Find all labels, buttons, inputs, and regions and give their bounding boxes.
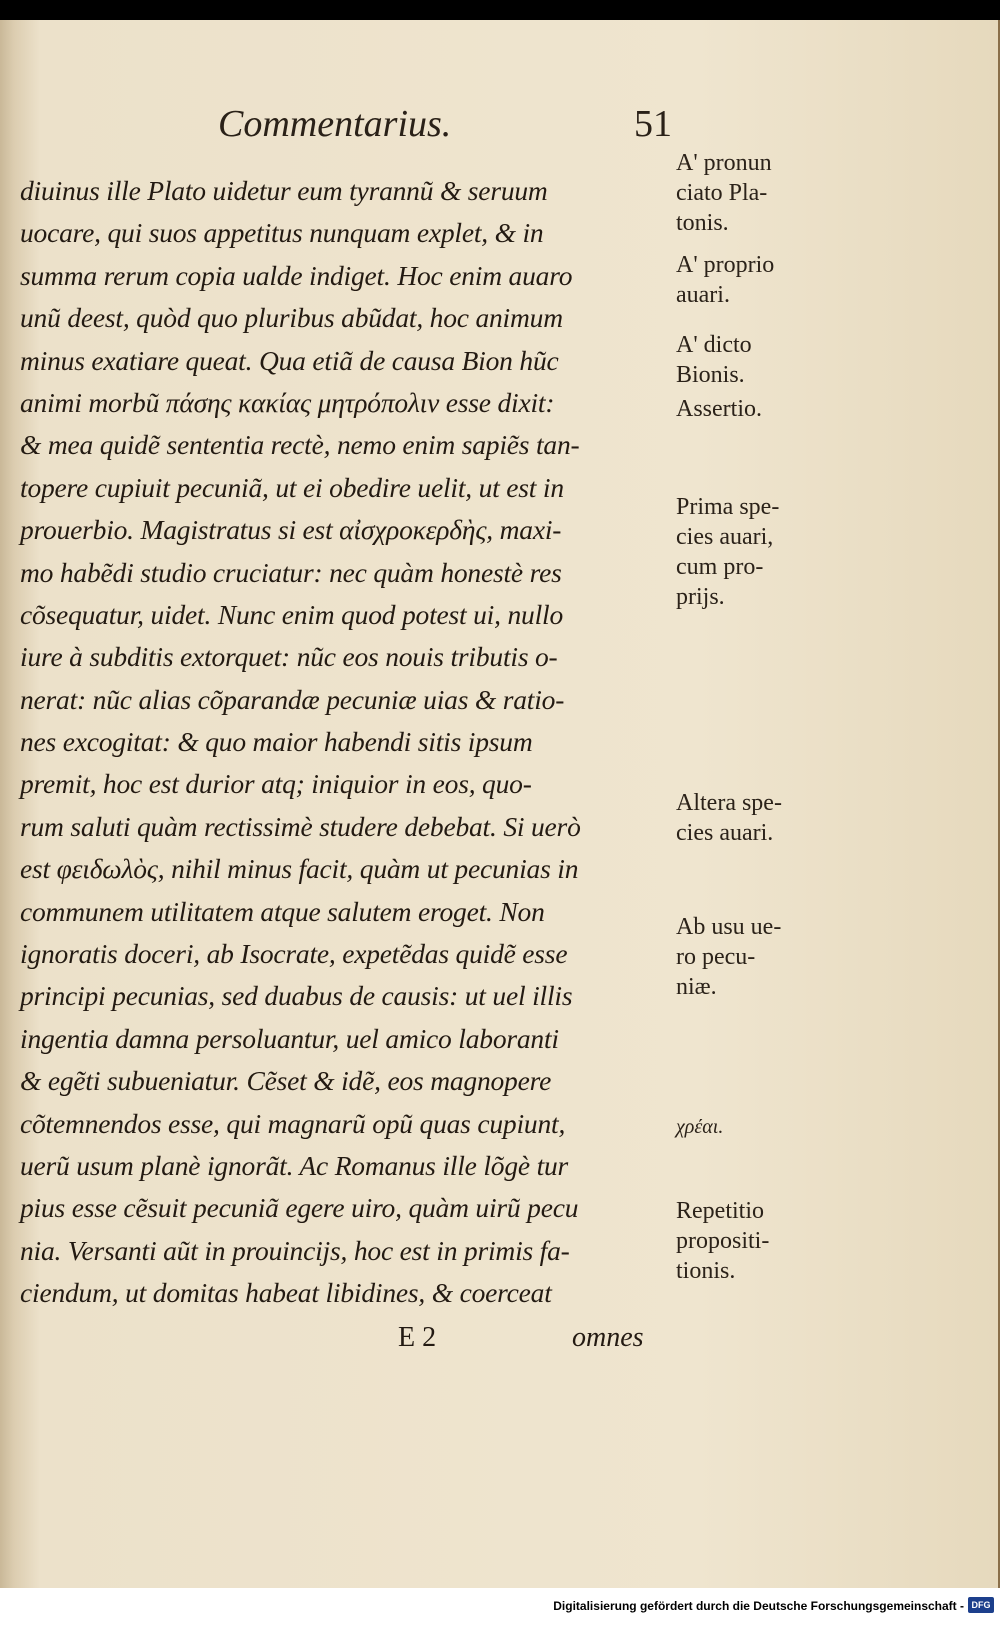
text-line: & mea quidẽ sententia rectè, nemo enim sapiẽs tan- [20, 429, 580, 461]
text-line: cõtemnendos esse, qui magnarũ opũ quas cupiunt, [20, 1107, 566, 1139]
text-line: prouerbio. Magistratus si est αἰσχροκερδὴς, maxi- [20, 514, 562, 546]
footer-credit: Digitalisierung gefördert durch die Deutsche Forschungsgemeinschaft - [553, 1599, 964, 1613]
text-line: ciendum, ut domitas habeat libidines, & coerceat [20, 1277, 552, 1309]
margin-note: Prima spe- cies auari, cum pro- prijs. [676, 494, 780, 610]
text-line: nia. Versanti aũt in prouincijs, hoc est in primis fa- [20, 1234, 570, 1266]
text-line: mo habẽdi studio cruciatur: nec quàm honestè res [20, 556, 562, 588]
text-line: diuinus ille Plato uidetur eum tyrannũ & seruum [20, 175, 548, 206]
margin-note: A' proprio auari. [676, 252, 775, 308]
margin-note: Altera spe- cies auari. [676, 790, 782, 846]
text-line: topere cupiuit pecuniã, ut ei obedire uelit, ut est in [20, 471, 564, 503]
margin-note: Assertio. [676, 396, 762, 422]
text-line: iure à subditis extorquet: nũc eos nouis tributis o- [20, 641, 558, 673]
running-head: Commentarius. [218, 103, 452, 145]
text-line: ignoratis doceri, ab Isocrate, expetẽdas quidẽ esse [20, 938, 568, 970]
signature-mark: E 2 [398, 1322, 437, 1353]
margin-note: χρέαι. [676, 1116, 724, 1138]
text-line: unũ deest, quòd quo pluribus abũdat, hoc animum [20, 302, 563, 334]
page-number: 51 [634, 103, 672, 145]
text-line: uerũ usum planè ignorãt. Ac Romanus ille lõgè tur [20, 1149, 569, 1181]
text-line: est φειδωλὸς, nihil minus facit, quàm ut pecunias in [20, 853, 579, 885]
text-line: uocare, qui suos appetitus nunquam explet, & in [20, 217, 544, 249]
text-line: nerat: nũc alias cõparandæ pecuniæ uias & ratio- [20, 683, 565, 715]
margin-note: A' dicto Bionis. [676, 332, 752, 388]
text-line: rum saluti quàm rectissimè studere debebat. Si uerò [20, 810, 581, 842]
margin-note: Repetitio propositi- tionis. [676, 1198, 770, 1284]
catchword: omnes [572, 1322, 644, 1353]
text-line: principi pecunias, sed duabus de causis: ut uel illis [20, 980, 573, 1012]
margin-note: A' pronun ciato Pla- tonis. [676, 150, 772, 236]
main-text-block [20, 170, 670, 1315]
text-line: pius esse cẽsuit pecuniã egere uiro, quàm uirũ pecu [20, 1192, 579, 1224]
text-line: premit, hoc est durior atq; iniquior in eos, quo- [20, 768, 532, 800]
dfg-logo-icon: DFG [968, 1597, 994, 1613]
digitization-footer [0, 1588, 1000, 1626]
book-page [0, 20, 1000, 1588]
text-line: communem utilitatem atque salutem eroget. Non [20, 895, 545, 927]
text-line: cõsequatur, uidet. Nunc enim quod potest ui, nullo [20, 598, 564, 630]
text-line: minus exatiare queat. Qua etiã de causa Bion hũc [20, 344, 559, 376]
text-line: animi morbũ πάσης κακίας μητρόπολιν esse dixit: [20, 386, 555, 418]
text-line: & egẽti subueniatur. Cẽset & idẽ, eos magnopere [20, 1065, 552, 1097]
text-line: summa rerum copia ualde indiget. Hoc enim auaro [20, 259, 573, 291]
text-line: nes excogitat: & quo maior habendi sitis ipsum [20, 726, 533, 758]
text-line: ingentia damna persoluantur, uel amico laboranti [20, 1022, 559, 1054]
margin-note: Ab usu ue- ro pecu- niæ. [676, 914, 782, 1000]
